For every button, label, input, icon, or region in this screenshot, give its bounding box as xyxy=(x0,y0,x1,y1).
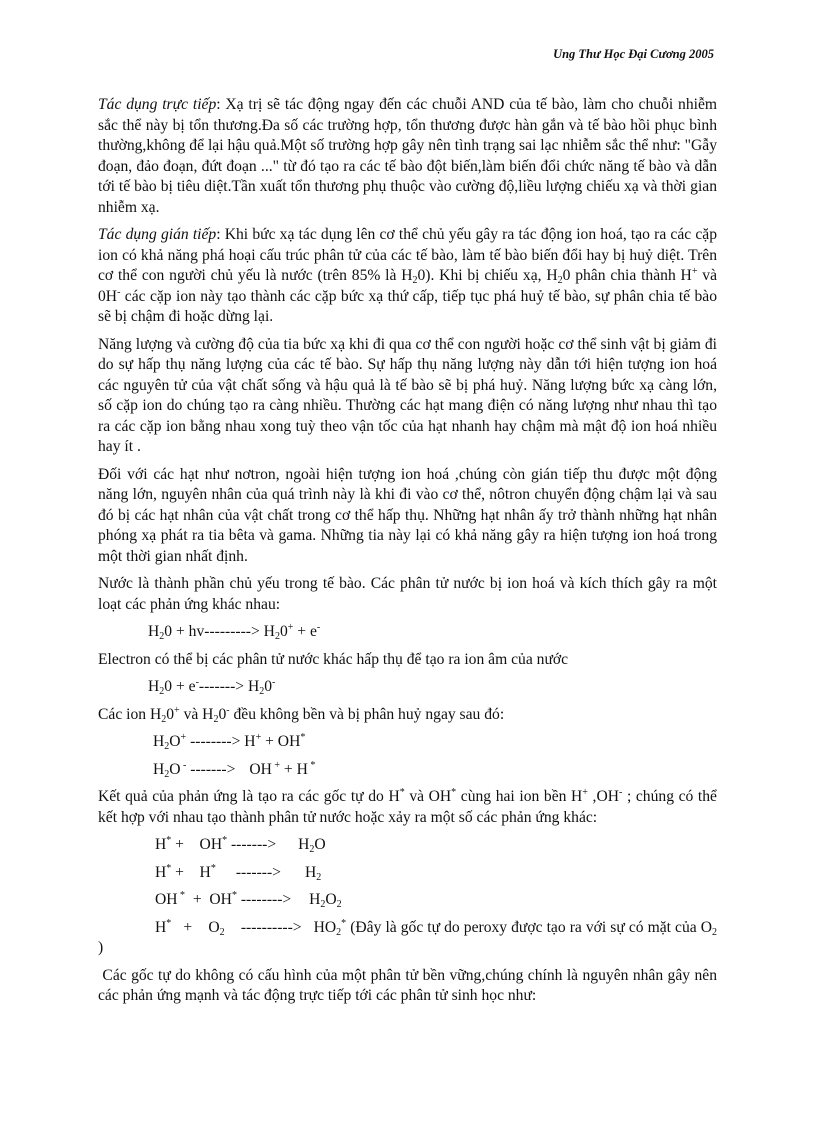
direct-effect-lead: Tác dụng trực tiếp xyxy=(98,96,217,113)
paragraph-free-radicals: Kết quả của phản ứng là tạo ra các gốc tự do H* và OH* cùng hai ion bền H+ ,OH- ; chúng có thể kết hợp với nhau tạo thành phân tử nước hoặc xảy ra một số các phản ứng khác: xyxy=(98,787,717,826)
reaction-hydrogen-formation: H* + H* -------> $H_2$ xyxy=(155,862,322,883)
paragraph-electron: Electron có thể bị các phân tử nước khác hấp thụ để tạo ra ion âm của nước xyxy=(98,650,569,668)
indirect-effect-lead: Tác dụng gián tiếp xyxy=(98,226,217,243)
paragraph-water: Nước là thành phần chủ yếu trong tế bào. Các phân tử nước bị ion hoá và kích thích gây ra một loạt các phản ứng khác nhau: xyxy=(98,575,717,613)
paragraph-unstable-ions: Các ion $H_20^+$ và $H_20^-$ đều không bền và bị phân huỷ ngay sau đó: xyxy=(98,704,505,725)
body-text xyxy=(98,95,721,1014)
paragraph-direct-effect: Tác dụng trực tiếp: Xạ trị sẽ tác động ngay đến các chuỗi AND của tế bào, làm cho chuỗi nhiễm sắc thể này bị tổn thương.Đa số các trường hợp, tổn thương được hàn gắn và tế bào hồi phục bình thường,không để lại hậu quả.Một số trường hợp gây nên tình trạng sai lạc nhiễm sắc thể như: "Gẫy đoạn, đảo đoạn, đứt đoạn ..." từ đó tạo ra các tế bào đột biến,làm biến đổi chức năng tế bào và dẫn tới tế bào bị tiêu diệt.Tần xuất tổn thương phụ thuộc vào cường độ,liều lượng chiếu xạ và thời gian nhiễm xạ. xyxy=(98,96,717,216)
paragraph-indirect-effect: Tác dụng gián tiếp: Khi bức xạ tác dụng lên cơ thể chủ yếu gây ra tác động ion hoá, tạo ra các cặp ion có khả năng phá hoại cấu trúc phân tử của các tế bào, làm tế bào biến đổi hay bị huỷ diệt. Trên cơ thể con người chủ yếu là nước (trên 85% là $H_20$). Khi bị chiếu xạ, $H_20$ phân chia thành H+ và 0H- các cặp ion này tạo thành các cặp bức xạ thứ cấp, tiếp tục phá huỷ tế bào, sự phân chia tế bào sẽ bị chậm đi hoặc dừng lại. xyxy=(98,226,717,325)
equation-negative-ion: $H_20 + e^--------> H_20^-$ xyxy=(148,677,276,697)
paragraph-energy: Năng lượng và cường độ của tia bức xạ khi đi qua cơ thể con người hoặc cơ thể sinh vật bị giảm đi do sự hấp thụ năng lượng của các tế bào. Sự hấp thụ năng lượng này dẫn tới hiện tượng ion hoá các nguyên tử của vật chất sống và hậu quả là tế bào sẽ bị phá huỷ. Năng lượng bức xạ càng lớn, số cặp ion do chúng tạo ra càng nhiều. Thường các hạt mang điện có năng lượng như nhau thì tạo ra các cặp ion bằng nhau xong tuỳ theo vận tốc của hạt nhanh hay chậm mà mật độ ion hoá nhiều hay ít . xyxy=(98,335,717,455)
paragraph-radical-conclusion: Các gốc tự do không có cấu hình của một phân tử bền vững,chúng chính là nguyên nhân gây nên các phản ứng mạnh và tác động trực tiếp tới các phân tử sinh học như: xyxy=(98,966,721,1004)
reaction-peroxy-formation: H* + $O_2$ ----------> $HO_2^*$ (Đây là gốc tự do peroxy được tạo ra với sự có mặt của $O_2$ ) xyxy=(98,917,717,956)
reaction-water-formation: H* + OH* -------> $H_2O$ xyxy=(155,835,326,855)
running-header: Ung Thư Học Đại Cương 2005 xyxy=(553,47,714,61)
reaction-peroxide-formation: OH * + OH* --------> $H_2O_2$ xyxy=(155,890,342,910)
equation-positive-decay: $H_2O^+$ --------> H+ + OH* xyxy=(153,732,306,752)
equation-negative-decay: $H_2O$ - -------> OH + + H * xyxy=(153,759,316,780)
paragraph-neutron: Đối với các hạt như nơtron, ngoài hiện tượng ion hoá ,chúng còn gián tiếp thu được một động năng lớn, nguyên nhân của quá trình này là khi đi vào cơ thể, nôtron chuyển động chậm lại và sau đó bị các hạt nhân của vật chất trong cơ thể hấp thụ. Những hạt nhân ấy trở thành những hạt nhân phóng xạ phát ra tia bêta và gama. Những tia này lại có khả năng gây ra hiện tượng ion hoá trong một thời gian nhất định. xyxy=(98,465,717,565)
equation-water-ionization: $H_20 + hv---------> H_20^+ + e^-$ xyxy=(148,622,321,642)
